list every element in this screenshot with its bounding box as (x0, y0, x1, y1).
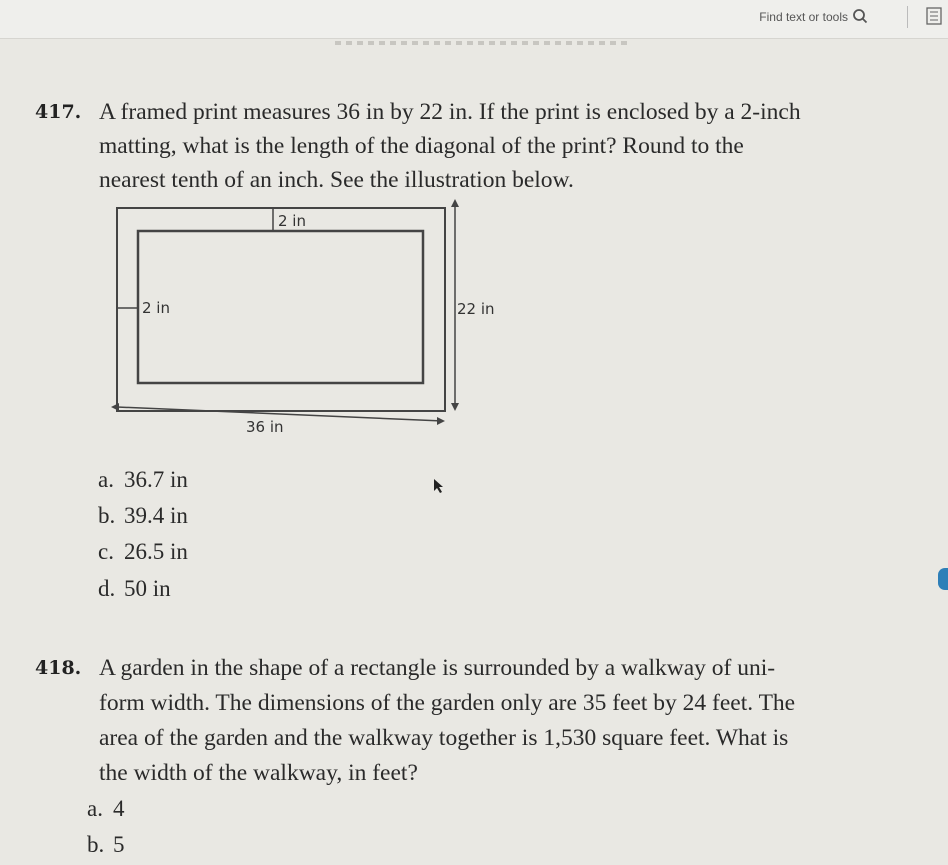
height-arrow-head (451, 199, 459, 207)
question-number: 418. (35, 657, 82, 679)
option-b[interactable] (98, 503, 188, 529)
width-arrow-tail (437, 417, 445, 425)
find-text-or-tools-button[interactable]: Find text or tools (759, 10, 848, 24)
question-text-line: A framed print measures 36 in by 22 in. If the print is enclosed by a 2-inch (99, 99, 801, 125)
option-d[interactable] (98, 576, 171, 602)
faded-text-line (335, 41, 630, 45)
scroll-indicator[interactable] (938, 568, 948, 590)
toolbar-divider (907, 6, 908, 28)
option-a[interactable] (98, 467, 188, 493)
question-417 (35, 96, 948, 196)
mouse-pointer-icon (433, 478, 445, 494)
option-letter: c. (98, 539, 114, 564)
option-letter: b. (98, 503, 116, 528)
toolbar (0, 0, 948, 39)
option-text: 36.7 in (124, 467, 188, 492)
option-letter: a. (98, 467, 114, 492)
option-a[interactable] (87, 796, 125, 822)
width-label: 36 in (246, 418, 284, 435)
question-text-line: area of the garden and the walkway together is 1,530 square feet. What is (99, 725, 789, 751)
question-text-line: matting, what is the length of the diagonal of the print? Round to the (99, 133, 744, 159)
question-text-line: form width. The dimensions of the garden only are 35 feet by 24 feet. The (99, 690, 796, 716)
question-text-line: nearest tenth of an inch. See the illustration below. (99, 167, 574, 193)
framed-print-diagram (105, 195, 525, 435)
question-418 (35, 652, 948, 792)
option-letter: d. (98, 576, 116, 601)
option-text: 50 in (124, 576, 171, 601)
top-margin-label: 2 in (278, 212, 306, 230)
option-text: 5 (113, 832, 125, 857)
height-label: 22 in (457, 300, 495, 318)
question-text-line: the width of the walkway, in feet? (99, 760, 418, 786)
option-letter: b. (87, 832, 105, 857)
option-text: 39.4 in (124, 503, 188, 528)
option-letter: a. (87, 796, 103, 821)
question-number: 417. (35, 101, 82, 123)
question-text-line: A garden in the shape of a rectangle is surrounded by a walkway of uni- (99, 655, 776, 681)
height-arrow-tail (451, 403, 459, 411)
option-text: 26.5 in (124, 539, 188, 564)
option-b[interactable] (87, 832, 125, 858)
panel-icon[interactable] (926, 7, 942, 25)
width-arrow-head (111, 403, 119, 411)
left-margin-label: 2 in (142, 299, 170, 317)
search-icon[interactable] (852, 8, 868, 24)
option-text: 4 (113, 796, 125, 821)
inner-print (138, 231, 423, 383)
option-c[interactable] (98, 539, 188, 565)
